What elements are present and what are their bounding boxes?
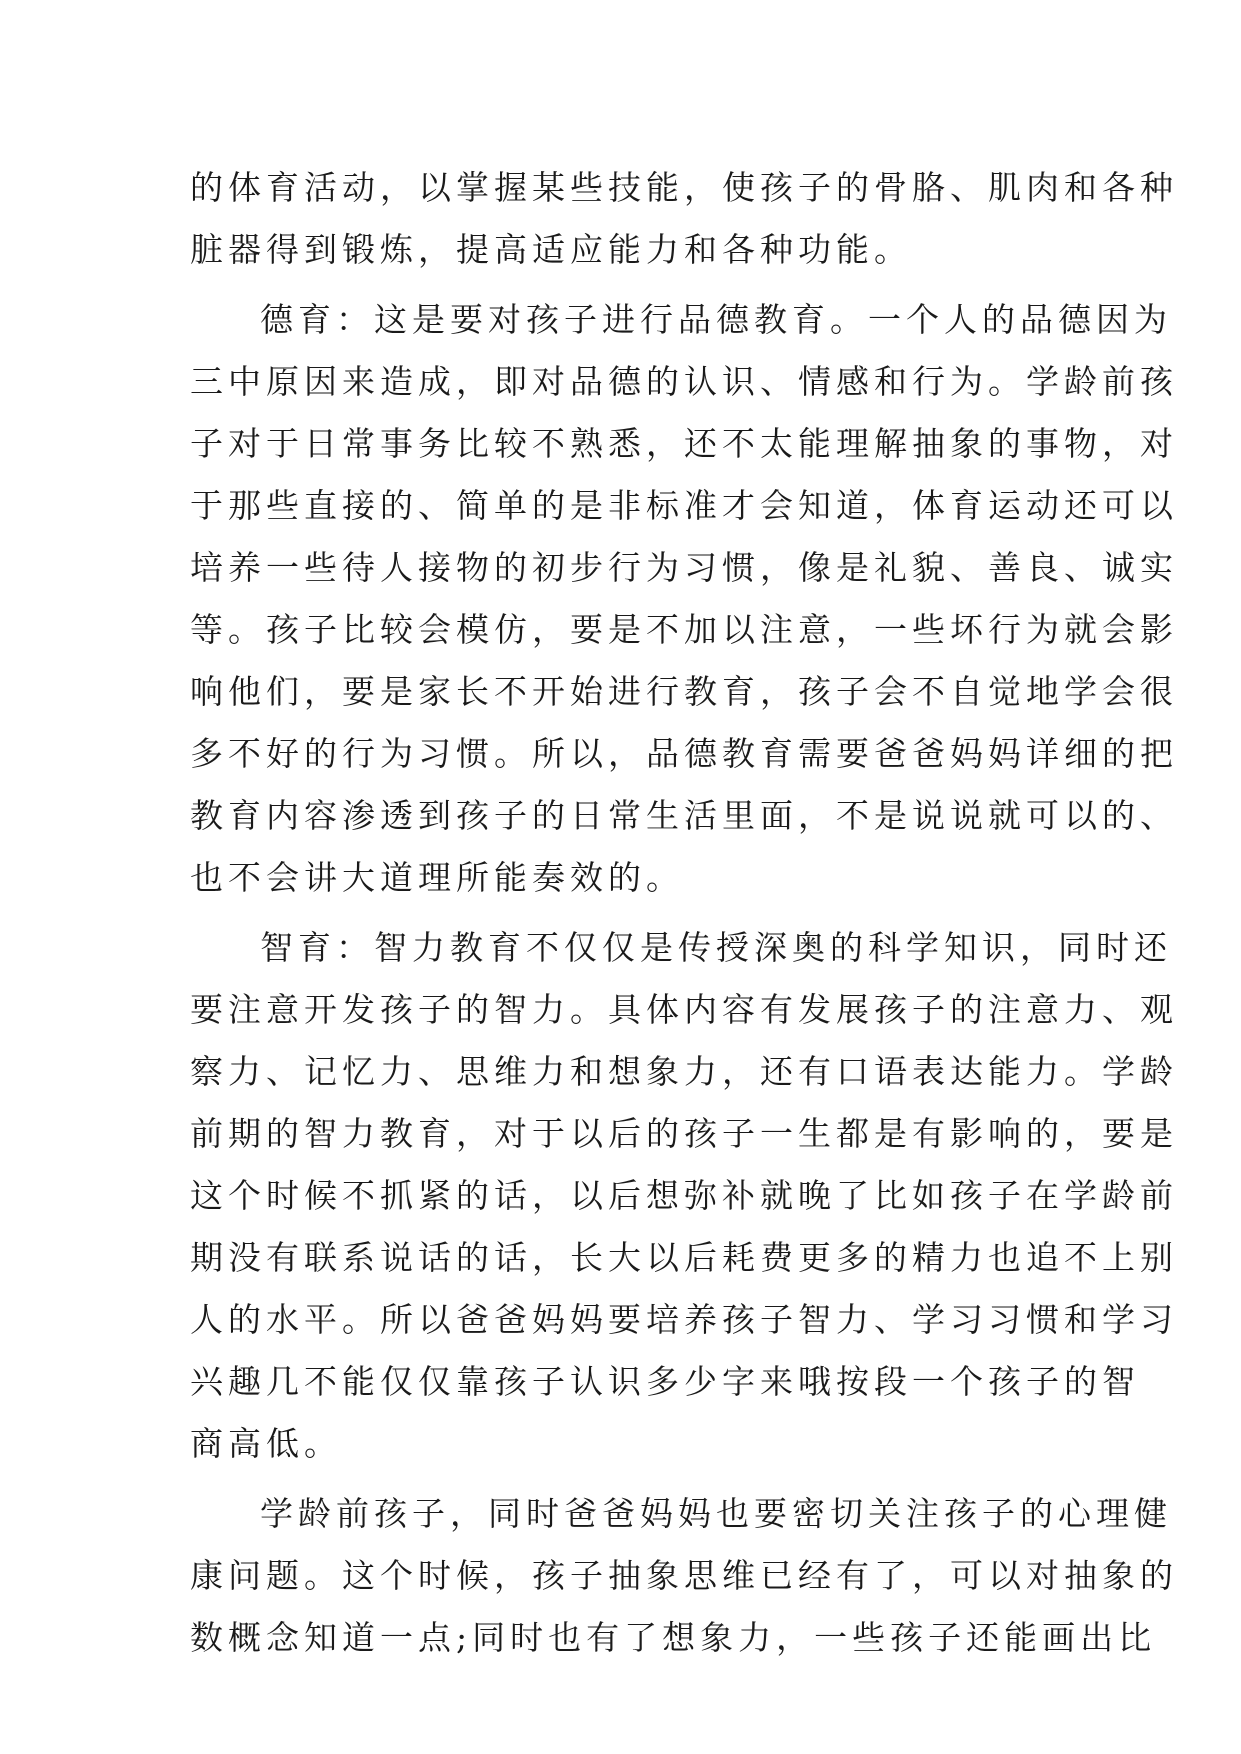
- text-line: 察力、记忆力、思维力和想象力，还有口语表达能力。学龄: [190, 1052, 1178, 1091]
- text-line: 三中原因来造成，即对品德的认识、情感和行为。学龄前孩: [190, 362, 1178, 401]
- paragraph-moral-education: [190, 289, 1178, 909]
- body-text: [190, 157, 1178, 1669]
- text-line: 教育内容渗透到孩子的日常生活里面，不是说说就可以的、: [190, 796, 1178, 835]
- text-line: 德育：这是要对孩子进行品德教育。一个人的品德因为: [260, 300, 1172, 339]
- text-line: 商高低。: [190, 1424, 342, 1463]
- text-line: 期没有联系说话的话，长大以后耗费更多的精力也追不上别: [190, 1238, 1178, 1277]
- text-line: 培养一些待人接物的初步行为习惯，像是礼貌、善良、诚实: [190, 548, 1178, 587]
- text-line: 前期的智力教育，对于以后的孩子一生都是有影响的，要是: [190, 1114, 1178, 1153]
- text-line: 脏器得到锻炼，提高适应能力和各种功能。: [190, 230, 912, 269]
- text-line: 数概念知道一点;同时也有了想象力，一些孩子还能画出比: [190, 1618, 1157, 1657]
- text-line: 这个时候不抓紧的话，以后想弥补就晚了比如孩子在学龄前: [190, 1176, 1178, 1215]
- text-line: 子对于日常事务比较不熟悉，还不太能理解抽象的事物，对: [190, 424, 1178, 463]
- text-line: 多不好的行为习惯。所以，品德教育需要爸爸妈妈详细的把: [190, 734, 1178, 773]
- text-line: 学龄前孩子，同时爸爸妈妈也要密切关注孩子的心理健: [260, 1494, 1172, 1533]
- text-line: 康问题。这个时候，孩子抽象思维已经有了，可以对抽象的: [190, 1556, 1178, 1595]
- paragraph-intro-continuation: [190, 157, 1178, 281]
- text-line: 人的水平。所以爸爸妈妈要培养孩子智力、学习习惯和学习: [190, 1300, 1178, 1339]
- paragraph-intellectual-education: [190, 917, 1178, 1475]
- text-line: 等。孩子比较会模仿，要是不加以注意，一些坏行为就会影: [190, 610, 1178, 649]
- text-line: 要注意开发孩子的智力。具体内容有发展孩子的注意力、观: [190, 990, 1178, 1029]
- text-line: 智育：智力教育不仅仅是传授深奥的科学知识，同时还: [260, 928, 1172, 967]
- text-line: 响他们，要是家长不开始进行教育，孩子会不自觉地学会很: [190, 672, 1178, 711]
- text-line: 也不会讲大道理所能奏效的。: [190, 858, 684, 897]
- text-line: 兴趣几不能仅仅靠孩子认识多少字来哦按段一个孩子的智: [190, 1362, 1140, 1401]
- text-line: 于那些直接的、简单的是非标准才会知道，体育运动还可以: [190, 486, 1178, 525]
- text-line: 的体育活动，以掌握某些技能，使孩子的骨胳、肌肉和各种: [190, 168, 1178, 207]
- paragraph-psychological-health: [190, 1483, 1178, 1669]
